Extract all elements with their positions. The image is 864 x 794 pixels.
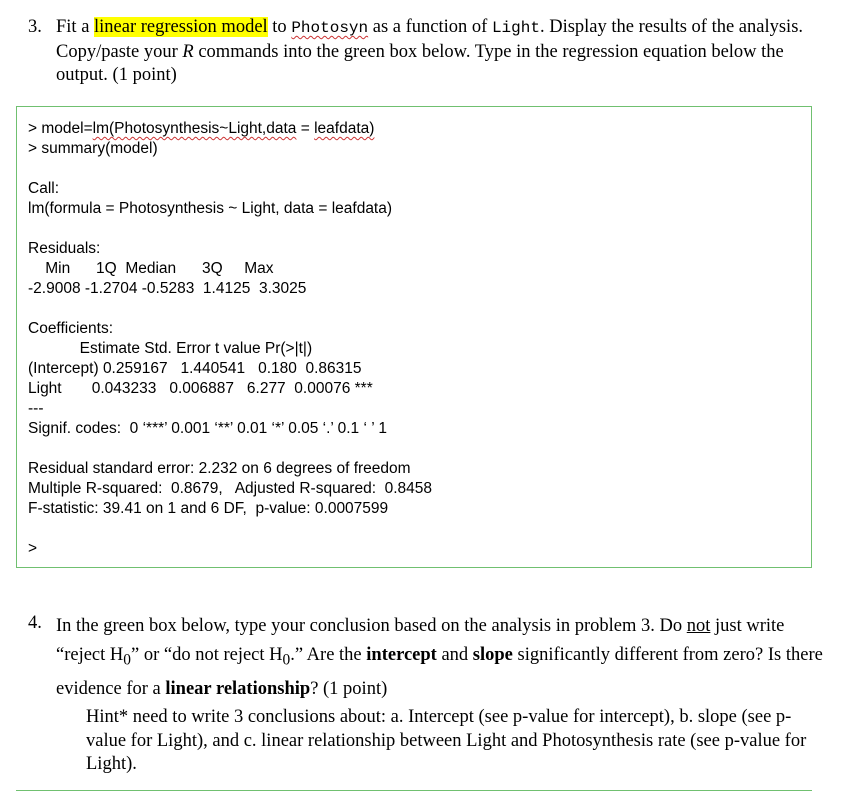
separator: --- xyxy=(28,400,44,417)
coefficient-row-intercept: (Intercept) 0.259167 1.440541 0.180 0.86315 xyxy=(28,360,379,377)
r-prompt: > xyxy=(28,540,38,557)
r-squared: Multiple R-squared: 0.8679, Adjusted R-squared: 0.8458 xyxy=(28,480,437,497)
r-italic: R xyxy=(182,41,194,62)
r-command-model: > model=lm(Photosynthesis~Light,data = leafdata) xyxy=(28,120,375,137)
question-4 xyxy=(28,612,828,704)
r-command-summary: > summary(model) xyxy=(28,140,158,157)
residual-standard-error: Residual standard error: 2.232 on 6 degrees of freedom xyxy=(28,460,411,477)
question-3-number: 3. xyxy=(28,17,42,37)
code-light: Light xyxy=(491,19,540,37)
question-4-text: In the green box below, type your conclusion based on the analysis in problem 3. Do not just write “reject $H_0$” or “do not reject $H_0$.” Are the intercept and slope significantly different from zero? Is there evidence for a linear relationship? (1 point) xyxy=(56,616,823,699)
call-header: Call: xyxy=(28,180,60,197)
coefficients-header: Coefficients: xyxy=(28,320,114,337)
coefficient-row-light: Light 0.043233 0.006887 6.277 0.00076 *** xyxy=(28,380,373,397)
residuals-values: -2.9008 -1.2704 -0.5283 1.4125 3.3025 xyxy=(28,280,311,297)
residuals-header: Residuals: xyxy=(28,240,101,257)
question-3-text: Fit a linear regression model to Photosyn as a function of Light. Display the results of the analysis. Copy/paste your R commands into the green box below. Type in the regression equation below the output. (1 point) xyxy=(56,17,804,85)
answer-box-r-output[interactable] xyxy=(16,106,812,568)
coefficients-columns: Estimate Std. Error t value Pr(>|t|) xyxy=(28,340,330,357)
hint-text: Hint* need to write 3 conclusions about: a. Intercept (see p-value for intercept), b. slope (see p-value for Light), and c. linear relationship between Light and Photosynthesis rate (see p-value for Light). xyxy=(86,707,807,774)
answer-box-top-border xyxy=(16,790,812,791)
not-underlined: not xyxy=(686,616,711,636)
f-statistic: F-statistic: 39.41 on 1 and 6 DF, p-value: 0.0007599 xyxy=(28,500,389,517)
bold-slope: slope xyxy=(472,645,513,665)
question-3 xyxy=(28,16,828,88)
code-photosyn: Photosyn xyxy=(291,19,369,37)
highlighted-phrase: linear regression model xyxy=(94,17,268,37)
bold-linear-relationship: linear relationship xyxy=(165,678,311,699)
bold-intercept: intercept xyxy=(366,645,437,665)
question-4-number: 4. xyxy=(28,613,42,633)
call-line: lm(formula = Photosynthesis ~ Light, data = leafdata) xyxy=(28,200,393,217)
residuals-columns: Min 1Q Median 3Q Max xyxy=(28,260,278,277)
signif-codes: Signif. codes: 0 ‘***’ 0.001 ‘**’ 0.01 ‘*’ 0.05 ‘.’ 0.1 ‘ ’ 1 xyxy=(28,420,388,437)
